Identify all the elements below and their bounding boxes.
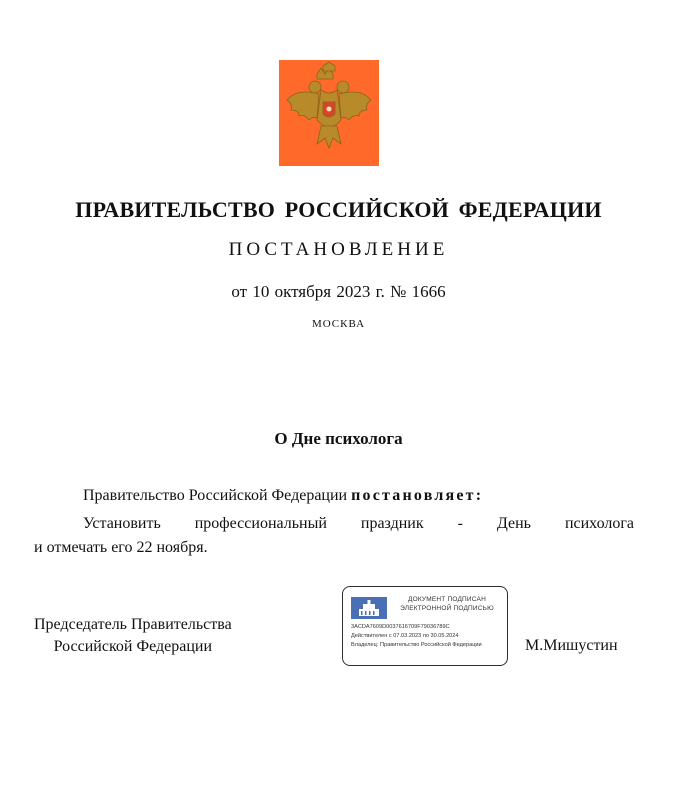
electronic-signature-stamp xyxy=(342,586,508,666)
signatory-position xyxy=(34,614,232,658)
document-date-number: от 10 октября 2023 г. № 1666 xyxy=(231,282,446,301)
stamp-owner: Владелец: Правительство Российской Федерации xyxy=(351,642,482,648)
decree-intro-subject: Правительство Российской Федерации xyxy=(83,487,348,504)
signatory-name: М.Мишустин xyxy=(525,637,618,654)
government-title: ПРАВИТЕЛЬСТВО РОССИЙСКОЙ ФЕДЕРАЦИИ xyxy=(75,197,602,222)
document-subject: О Дне психолога xyxy=(274,429,403,448)
document-type: ПОСТАНОВЛЕНИЕ xyxy=(228,239,449,260)
stamp-title-line-1: ДОКУМЕНТ ПОДПИСАН xyxy=(408,596,486,603)
decree-word: постановляет: xyxy=(351,487,484,504)
document-city: МОСКВА xyxy=(311,318,366,330)
stamp-validity: Действителен с 07.03.2023 по 30.05.2024 xyxy=(351,633,459,639)
decree-text-line-1: Установить профессиональный праздник - День психолога xyxy=(83,515,634,532)
signatory-position-line-1: Председатель Правительства xyxy=(34,616,232,633)
decree-text-line-2: и отмечать его 22 ноября. xyxy=(34,539,208,556)
stamp-title-line-2: ЭЛЕКТРОННОЙ ПОДПИСЬЮ xyxy=(400,605,494,612)
signatory-position-line-2: Российской Федерации xyxy=(53,638,213,655)
decree-intro xyxy=(83,487,483,505)
stamp-title xyxy=(391,595,503,613)
coat-of-arms-emblem xyxy=(279,60,379,166)
government-building-icon xyxy=(351,597,387,619)
stamp-certificate: 3ACDA7609D0037616709F79036789C xyxy=(351,624,450,630)
